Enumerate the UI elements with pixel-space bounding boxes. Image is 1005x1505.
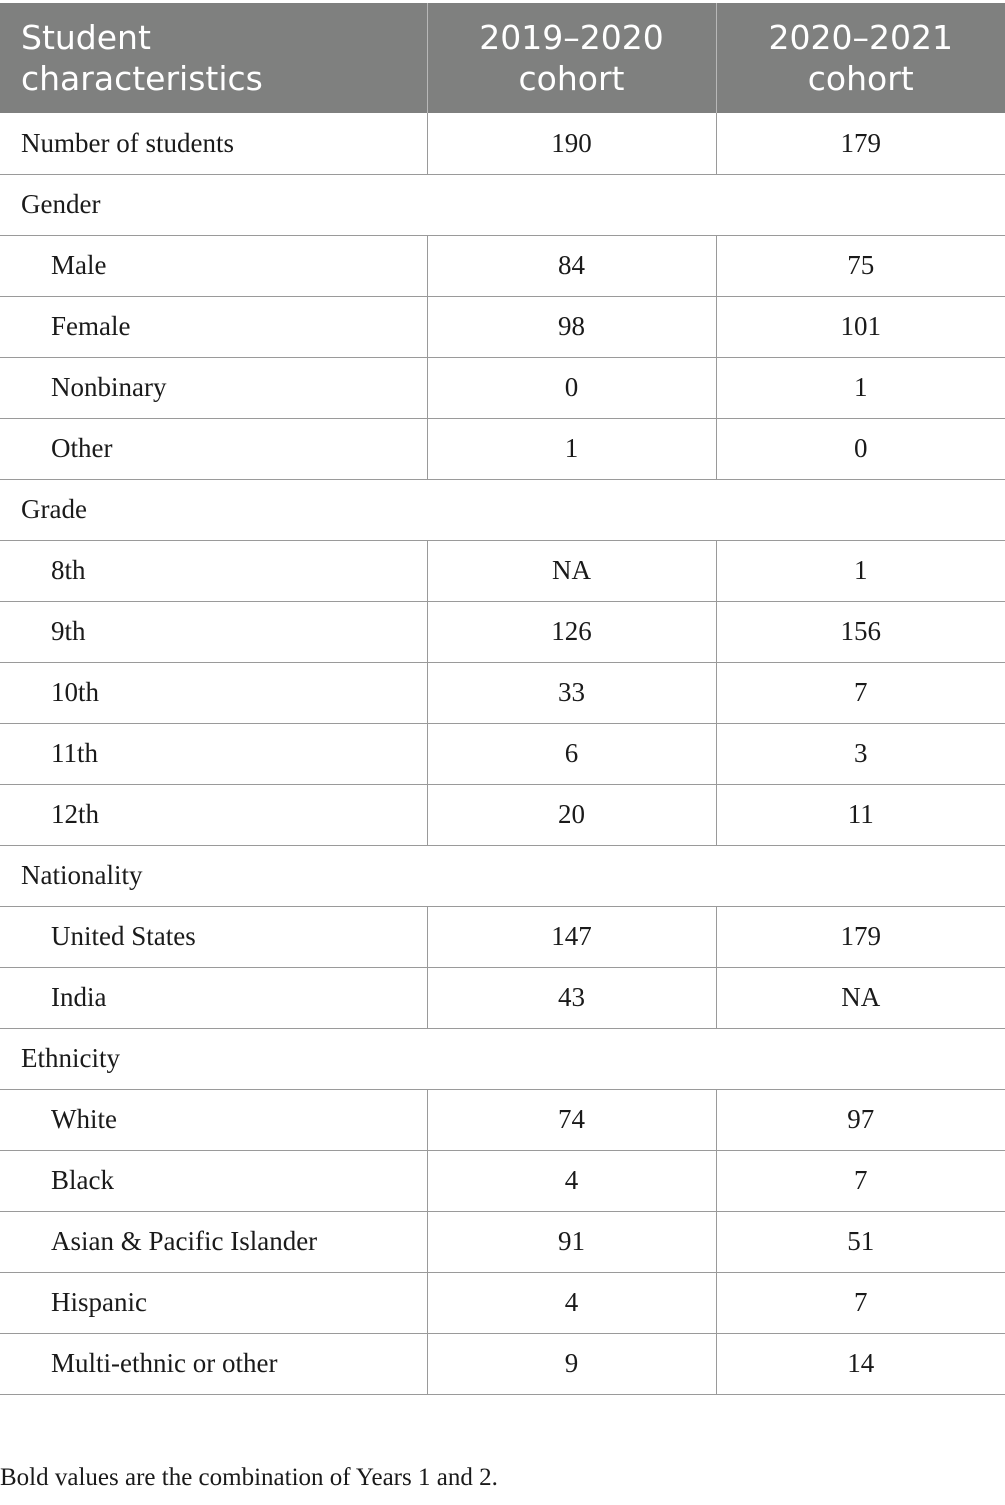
cell-2019-2020: 33 [427, 662, 716, 723]
section-label: Grade [0, 479, 1005, 540]
row-label: 8th [0, 540, 427, 601]
cell-2019-2020: 84 [427, 235, 716, 296]
row-label: Black [0, 1150, 427, 1211]
cell-2019-2020: 190 [427, 113, 716, 174]
table-row [0, 784, 1005, 845]
cell-2019-2020: NA [427, 540, 716, 601]
cell-2019-2020: 4 [427, 1150, 716, 1211]
header-line: cohort [807, 59, 914, 98]
table-row [0, 1333, 1005, 1394]
cell-2020-2021: 7 [716, 1272, 1005, 1333]
row-label: White [0, 1089, 427, 1150]
row-label: Nonbinary [0, 357, 427, 418]
table-row [0, 1211, 1005, 1272]
table-row [0, 418, 1005, 479]
cell-2019-2020: 74 [427, 1089, 716, 1150]
section-row [0, 174, 1005, 235]
row-label: Multi-ethnic or other [0, 1333, 427, 1394]
cell-2020-2021: 156 [716, 601, 1005, 662]
cell-2020-2021: 1 [716, 540, 1005, 601]
cell-2019-2020: 20 [427, 784, 716, 845]
table-row [0, 967, 1005, 1028]
table-row [0, 113, 1005, 174]
section-label: Nationality [0, 845, 1005, 906]
section-label: Gender [0, 174, 1005, 235]
section-row [0, 1028, 1005, 1089]
row-label: Female [0, 296, 427, 357]
table-header [0, 3, 1005, 113]
header-row [0, 3, 1005, 113]
table-row [0, 540, 1005, 601]
table-row [0, 1089, 1005, 1150]
cell-2020-2021: 0 [716, 418, 1005, 479]
cell-2020-2021: 3 [716, 723, 1005, 784]
section-row [0, 845, 1005, 906]
cell-2019-2020: 43 [427, 967, 716, 1028]
row-label: 12th [0, 784, 427, 845]
row-label: Asian & Pacific Islander [0, 1211, 427, 1272]
header-line: characteristics [21, 59, 263, 98]
cell-2020-2021: 179 [716, 906, 1005, 967]
student-characteristics-table [0, 3, 1005, 1395]
row-label: Number of students [0, 113, 427, 174]
column-header-2020-2021 [716, 3, 1005, 113]
header-line: 2020–2021 [768, 18, 953, 57]
table-row [0, 1150, 1005, 1211]
table-row [0, 296, 1005, 357]
cell-2019-2020: 6 [427, 723, 716, 784]
row-label: 9th [0, 601, 427, 662]
cell-2019-2020: 0 [427, 357, 716, 418]
cell-2020-2021: NA [716, 967, 1005, 1028]
cell-2019-2020: 9 [427, 1333, 716, 1394]
cell-2020-2021: 101 [716, 296, 1005, 357]
cell-2020-2021: 51 [716, 1211, 1005, 1272]
cell-2020-2021: 1 [716, 357, 1005, 418]
table-row [0, 235, 1005, 296]
cell-2020-2021: 75 [716, 235, 1005, 296]
cell-2019-2020: 4 [427, 1272, 716, 1333]
column-header-2019-2020 [427, 3, 716, 113]
row-label: United States [0, 906, 427, 967]
cell-2019-2020: 91 [427, 1211, 716, 1272]
table-row [0, 357, 1005, 418]
section-label: Ethnicity [0, 1028, 1005, 1089]
row-label: Other [0, 418, 427, 479]
table-row [0, 1272, 1005, 1333]
row-label: 11th [0, 723, 427, 784]
cell-2019-2020: 126 [427, 601, 716, 662]
header-line: Student [21, 18, 151, 57]
row-label: 10th [0, 662, 427, 723]
row-label: Male [0, 235, 427, 296]
table-row [0, 906, 1005, 967]
header-line: cohort [518, 59, 625, 98]
table-row [0, 662, 1005, 723]
column-header-characteristics [0, 3, 427, 113]
cell-2019-2020: 98 [427, 296, 716, 357]
row-label: Hispanic [0, 1272, 427, 1333]
cell-2020-2021: 7 [716, 1150, 1005, 1211]
table-row [0, 723, 1005, 784]
table-row [0, 601, 1005, 662]
cell-2020-2021: 97 [716, 1089, 1005, 1150]
cell-2019-2020: 1 [427, 418, 716, 479]
table-footnote: Bold values are the combination of Years 1 and 2. [0, 1464, 498, 1491]
section-row [0, 479, 1005, 540]
table-body [0, 113, 1005, 1394]
cell-2019-2020: 147 [427, 906, 716, 967]
cell-2020-2021: 11 [716, 784, 1005, 845]
cell-2020-2021: 179 [840, 127, 881, 158]
cell-2020-2021: 7 [716, 662, 1005, 723]
header-line: 2019–2020 [479, 18, 664, 57]
cell-2020-2021: 14 [716, 1333, 1005, 1394]
row-label: India [0, 967, 427, 1028]
